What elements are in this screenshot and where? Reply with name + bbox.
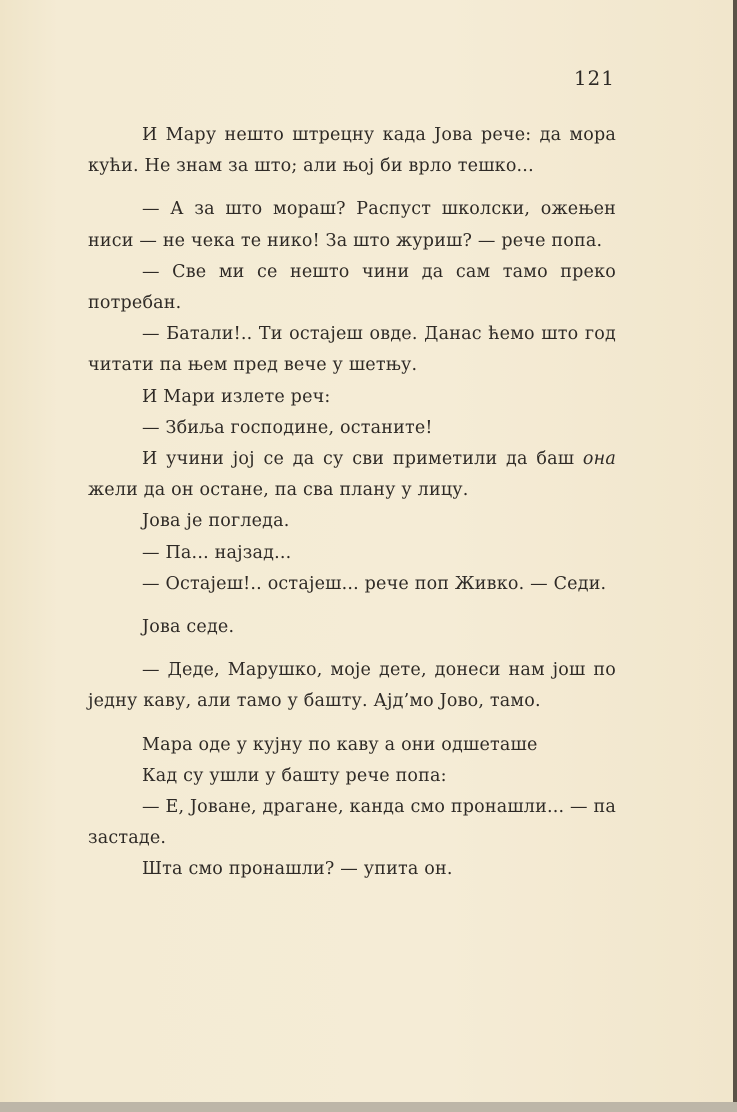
paragraph: Јова седе.	[142, 617, 235, 638]
paragraph: Мара оде у кујну по каву а они одшеташе	[142, 734, 538, 755]
paragraph: — Батали!.. Ти остајеш овде. Данас ћемо што год читати па њем пред вече у шетњу.	[88, 324, 616, 376]
paragraph: Шта смо пронашли? — упита он.	[142, 859, 453, 880]
paragraph: И Мару нешто штрецну када Јова рече: да мора кући. Не знам за што; али њој би врло тешко...	[88, 125, 616, 177]
page-text	[88, 120, 616, 886]
paragraph-text: жели да он остане, па сва плану у лицу.	[88, 480, 469, 501]
paragraph: — Е, Јоване, драгане, канда смо пронашли... — па застаде.	[88, 797, 616, 849]
paragraph: — Збиља господине, останите!	[142, 417, 433, 438]
page-number: 121	[573, 66, 615, 90]
paragraph: Кад су ушли у башту рече попа:	[142, 765, 447, 786]
emphasized-word: она	[582, 449, 616, 470]
paragraph: — Деде, Марушко, моје дете, донеси нам још по једну каву, али тамо у башту. Ајд’мо Јово, тамо.	[88, 660, 616, 712]
paragraph: — Па... најзад...	[142, 542, 292, 563]
paragraph: Јова је погледа.	[142, 511, 290, 532]
paragraph-text: И учини јој се да су сви приметили да баш	[142, 449, 583, 470]
paragraph: — Остајеш!.. остајеш... рече поп Живко. — Седи.	[142, 573, 607, 594]
paragraph	[88, 444, 616, 506]
scan-bottom-border	[0, 1102, 737, 1112]
page-edge-shadow	[733, 0, 737, 1112]
paragraph: — Све ми се нешто чини да сам тамо преко потребан.	[88, 261, 616, 314]
paragraph: И Мари излете реч:	[142, 386, 331, 407]
paragraph: — А за што мораш? Распуст школски, ожењен ниси — не чека те нико! За што журиш? — рече попа.	[88, 199, 616, 251]
